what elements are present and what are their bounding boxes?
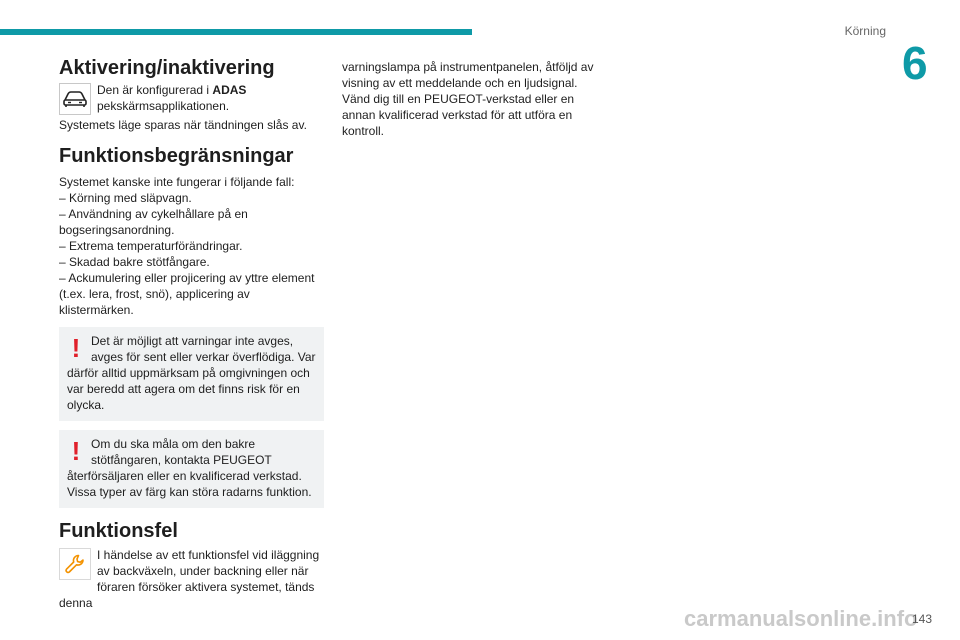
list-item: – Användning av cykelhållare på en bogseringsanordning. — [59, 207, 248, 237]
list-item: – Extrema temperaturförändringar. — [59, 239, 243, 253]
page-number: 143 — [912, 612, 933, 626]
warning-box — [59, 430, 324, 508]
fault-text: I händelse av ett funktionsfel vid iläggning av backväxeln, under backning eller när föraren försöker aktivera systemet, tänds denna — [59, 548, 320, 610]
activation-block — [59, 82, 324, 133]
watermark: carmanualsonline.info — [684, 606, 918, 631]
fault-heading: Funktionsfel — [59, 520, 178, 542]
chapter-name: Körning — [844, 24, 886, 38]
warning-box — [59, 327, 324, 421]
activation-heading: Aktivering/inaktivering — [59, 57, 275, 79]
limits-intro: Systemet kanske inte fungerar i följande fall: — [59, 175, 295, 189]
activation-text-2: Systemets läge sparas när tändningen slås av. — [59, 118, 307, 132]
activation-text: Den är konfigurerad i ADAS pekskärmsapplikationen. — [97, 83, 247, 113]
warning-text: Om du ska måla om den bakre stötfångaren, kontakta PEUGEOT återförsäljaren eller en kvalificerad verkstad. Vissa typer av färg kan störa radarns funktion. — [67, 437, 312, 499]
fault-block — [59, 547, 324, 611]
chapter-accent-bar — [0, 29, 472, 35]
exclamation-icon: ! — [71, 436, 81, 466]
wrench-icon — [59, 548, 91, 580]
chapter-number: 6 — [902, 37, 928, 89]
left-column — [59, 56, 324, 611]
list-item: – Körning med släpvagn. — [59, 191, 192, 205]
car-icon — [59, 83, 91, 115]
limits-heading: Funktionsbegränsningar — [59, 145, 294, 167]
right-column — [342, 59, 600, 139]
list-item: – Ackumulering eller projicering av yttre element (t.ex. lera, frost, snö), applicering av klistermärken. — [59, 271, 315, 317]
fault-text-continued: varningslampa på instrumentpanelen, åtföljd av visning av ett meddelande och en ljudsignal. Vänd dig till en PEUGEOT-verkstad eller en annan kvalificerad verkstad för att utföra en kontroll. — [342, 60, 594, 138]
warning-text: Det är möjligt att varningar inte avges, avges för sent eller verkar överflödiga. Var därför alltid uppmärksam på omgivningen och var beredd att agera om det finns risk för en olycka. — [67, 334, 316, 412]
list-item: – Skadad bakre stötfångare. — [59, 255, 210, 269]
exclamation-icon: ! — [71, 333, 81, 363]
